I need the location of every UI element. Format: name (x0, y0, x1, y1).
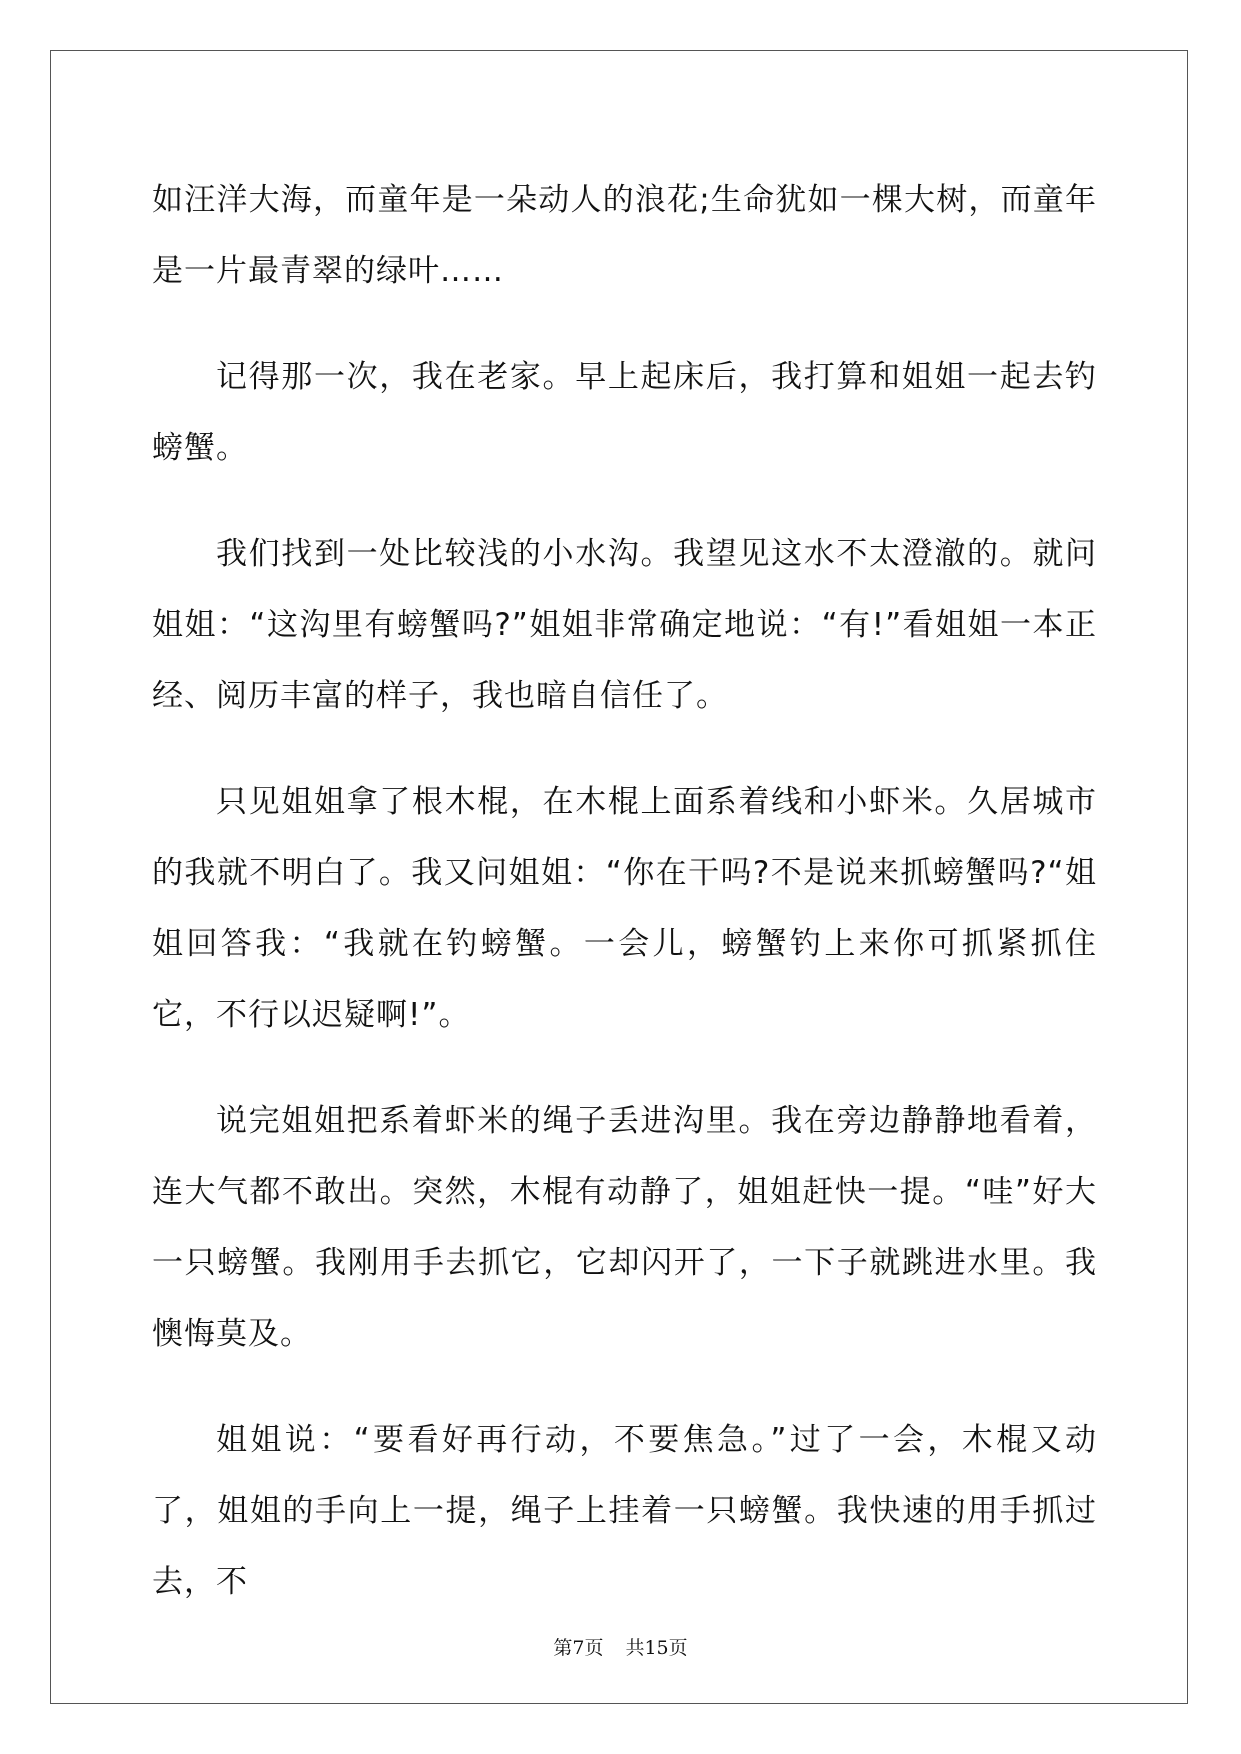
page-total: 共15页 (625, 1637, 688, 1659)
paragraph: 只见姐姐拿了根木棍，在木棍上面系着线和小虾米。久居城市的我就不明白了。我又问姐姐：“你在干吗?不是说来抓螃蟹吗?“姐姐回答我：“我就在钓螃蟹。一会儿，螃蟹钓上来你可抓紧抓住它，不行以迟疑啊!”。 (152, 784, 1097, 1033)
page-footer (0, 1633, 1241, 1660)
paragraph: 姐姐说：“要看好再行动，不要焦急。”过了一会，木棍又动了，姐姐的手向上一提，绳子上挂着一只螃蟹。我快速的用手抓过去，不 (152, 1422, 1097, 1600)
page-number: 第7页 (553, 1637, 604, 1659)
paragraph: 我们找到一处比较浅的小水沟。我望见这水不太澄澈的。就问姐姐：“这沟里有螃蟹吗?”姐姐非常确定地说：“有!”看姐姐一本正经、阅历丰富的样子，我也暗自信任了。 (152, 536, 1097, 714)
paragraph: 记得那一次，我在老家。早上起床后，我打算和姐姐一起去钓螃蟹。 (152, 359, 1097, 466)
document-body (152, 165, 1097, 1618)
paragraph: 说完姐姐把系着虾米的绳子丢进沟里。我在旁边静静地看着，连大气都不敢出。突然，木棍有动静了，姐姐赶快一提。“哇”好大一只螃蟹。我刚用手去抓它，它却闪开了，一下子就跳进水里。我懊悔莫及。 (152, 1103, 1097, 1352)
paragraph-continuation: 如汪洋大海，而童年是一朵动人的浪花;生命犹如一棵大树，而童年是一片最青翠的绿叶…… (152, 182, 1097, 289)
